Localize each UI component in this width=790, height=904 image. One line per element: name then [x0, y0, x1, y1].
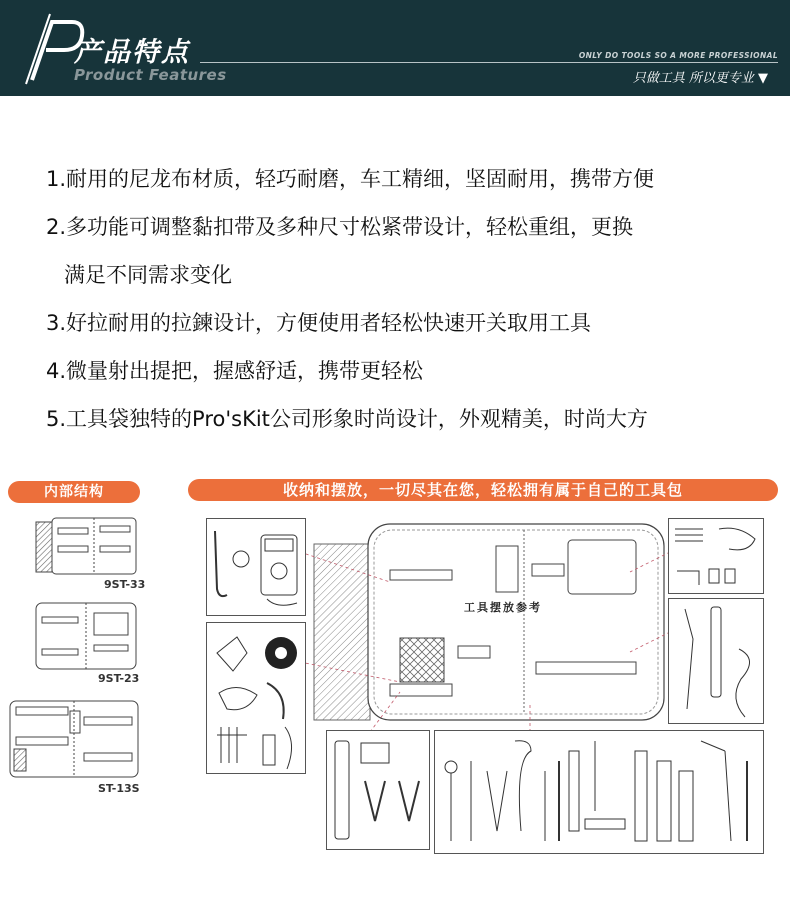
bag-9st33-illustration — [34, 516, 138, 576]
screwdriver-pliers-icon — [327, 731, 429, 849]
feature-item: 1.耐用的尼龙布材质，轻巧耐磨，车工精细，坚固耐用，携带方便 — [46, 167, 655, 191]
hex-key-icon — [669, 519, 763, 593]
soldering-iron-icon — [669, 599, 763, 723]
screwdriver-box — [326, 730, 430, 850]
accessories-icon — [207, 623, 305, 773]
tool-layout-diagram — [200, 512, 780, 857]
feature-item: 5.工具袋独特的Pro'sKit公司形象时尚设计，外观精美，时尚大方 — [46, 407, 648, 431]
model-label: 9ST-33 — [104, 578, 146, 591]
feature-item: 4.微量射出提把，握感舒适，携带更轻松 — [46, 359, 424, 383]
feature-list — [46, 155, 776, 443]
soldering-iron-box — [668, 598, 764, 724]
page-title: 产品特点 — [74, 37, 190, 68]
header-banner — [0, 0, 790, 96]
feature-item: 2.多功能可调整黏扣带及多种尺寸松紧带设计，轻松重组，更换 — [46, 215, 634, 239]
meter-box — [206, 518, 306, 616]
bag-9st23-illustration — [34, 601, 138, 671]
feature-item: 3.好拉耐用的拉鍊设计，方便使用者轻松快速开关取用工具 — [46, 311, 592, 335]
model-label: 9ST-23 — [98, 672, 140, 685]
feature-item-continued: 满足不同需求变化 — [64, 263, 232, 287]
hex-key-box — [668, 518, 764, 594]
storage-heading: 收纳和摆放，一切尽其在您，轻松拥有属于自己的工具包 — [188, 479, 778, 501]
slogan-english: ONLY DO TOOLS SO A MORE PROFESSIONAL — [578, 51, 778, 60]
accessories-box — [206, 622, 306, 774]
diagram-center-label: 工具摆放参考 — [464, 601, 542, 614]
model-label: ST-13S — [98, 782, 140, 795]
hand-tools-icon — [435, 731, 763, 853]
inner-structure-heading: 内部结构 — [8, 481, 140, 503]
slogan-divider — [200, 62, 778, 63]
slogan-chinese: 只做工具 所以更专业 ▼ — [632, 71, 768, 86]
open-tool-bag-illustration — [310, 520, 670, 730]
page-subtitle: Product Features — [74, 66, 227, 84]
multimeter-icon — [207, 519, 305, 615]
bag-st13s-illustration — [8, 699, 140, 779]
hand-tools-box — [434, 730, 764, 854]
